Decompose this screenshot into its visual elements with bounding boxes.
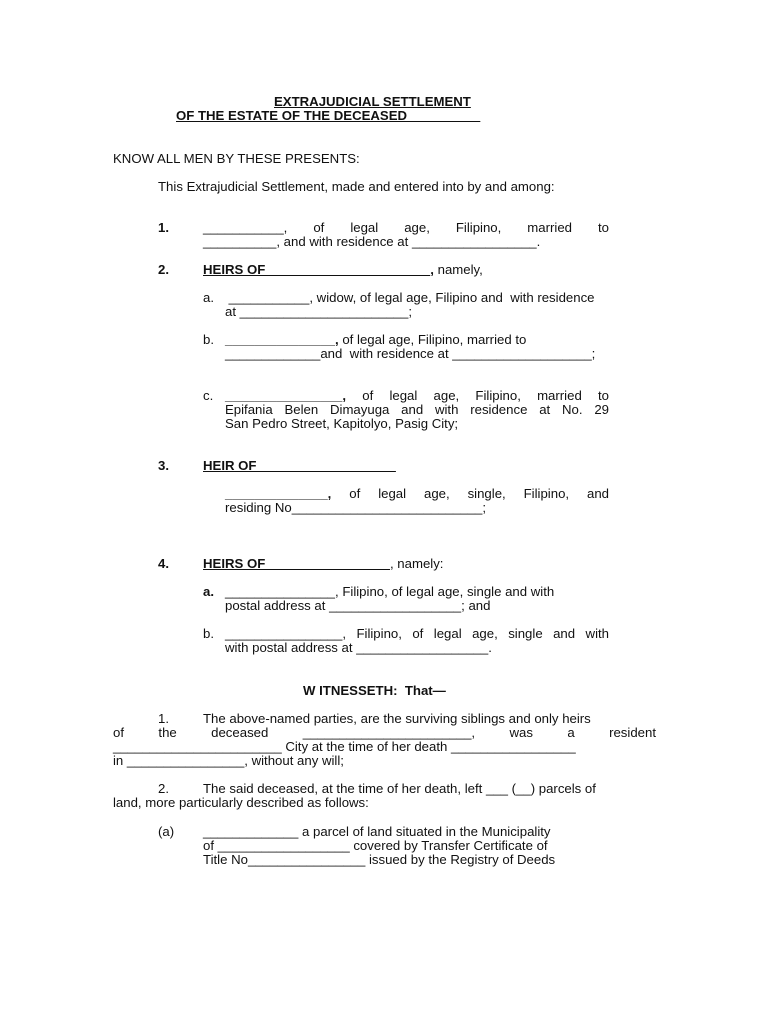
party-2-heading: HEIRS OF ______________________, namely, — [203, 262, 483, 277]
party-3-line: residing No__________________________; — [225, 500, 487, 515]
document-subtitle: OF THE ESTATE OF THE DECEASED — [176, 108, 481, 123]
witnesseth-heading: W ITNESSETH: That— — [303, 683, 446, 698]
party-2-number: 2. — [158, 262, 169, 277]
party-3-line: ______________, of legal age, single, Filipino, and — [225, 486, 609, 501]
party-4-number: 4. — [158, 556, 169, 571]
party-4-heading: HEIRS OF_________________, namely: — [203, 556, 444, 571]
paragraph-1-line: in ________________, without any will; — [113, 753, 344, 768]
paragraph-1-line: The above-named parties, are the surviving siblings and only heirs — [203, 711, 591, 726]
party-4a-marker: a. — [203, 584, 214, 599]
party-1-line: ___________, of legal age, Filipino, married to — [203, 220, 609, 235]
paragraph-2-line: land, more particularly described as follows: — [113, 795, 369, 810]
party-2a-marker: a. — [203, 290, 214, 305]
document-title: EXTRAJUDICIAL SETTLEMENT — [274, 94, 471, 109]
parcel-a-line: Title No________________ issued by the Registry of Deeds — [203, 852, 556, 867]
party-3-number: 3. — [158, 458, 169, 473]
paragraph-1-line: of the deceased _______________________, was a resident — [113, 725, 656, 740]
party-2c-marker: c. — [203, 388, 214, 403]
party-2c-line: ________________, of legal age, Filipino, married to — [225, 388, 609, 403]
party-1-number: 1. — [158, 220, 169, 235]
party-2c-line: San Pedro Street, Kapitolyo, Pasig City; — [225, 416, 459, 431]
party-3-heading: HEIR OF___________________ — [203, 458, 396, 473]
party-2b-line: _______________, of legal age, Filipino, married to — [225, 332, 527, 347]
party-2b-line: _____________and with residence at ___________________; — [225, 346, 596, 361]
party-4a-line: _______________, Filipino, of legal age, single and with — [225, 584, 555, 599]
paragraph-1-number: 1. — [158, 711, 169, 726]
party-4b-marker: b. — [203, 626, 214, 641]
paragraph-2-line: The said deceased, at the time of her death, left ___ (__) parcels of — [203, 781, 596, 796]
party-2a-line: ___________, widow, of legal age, Filipino and with residence — [225, 290, 595, 305]
party-2a-line: at _______________________; — [225, 304, 413, 319]
paragraph-1-line: _______________________ City at the time of her death _________________ — [113, 739, 576, 754]
party-4b-line: with postal address at __________________. — [225, 640, 492, 655]
party-2b-marker: b. — [203, 332, 214, 347]
know-all-heading: KNOW ALL MEN BY THESE PRESENTS: — [113, 151, 360, 166]
intro-sentence: This Extrajudicial Settlement, made and entered into by and among: — [158, 179, 555, 194]
parcel-a-line: of __________________ covered by Transfer Certificate of — [203, 838, 548, 853]
parcel-a-marker: (a) — [158, 824, 175, 839]
parcel-a-line: _____________ a parcel of land situated in the Municipality — [203, 824, 551, 839]
party-2c-line: Epifania Belen Dimayuga and with residence at No. 29 — [225, 402, 609, 417]
paragraph-2-number: 2. — [158, 781, 169, 796]
party-1-line: __________, and with residence at _________________. — [203, 234, 541, 249]
party-4b-line: ________________, Filipino, of legal age, single and with — [225, 626, 609, 641]
party-4a-line: postal address at __________________; and — [225, 598, 491, 613]
